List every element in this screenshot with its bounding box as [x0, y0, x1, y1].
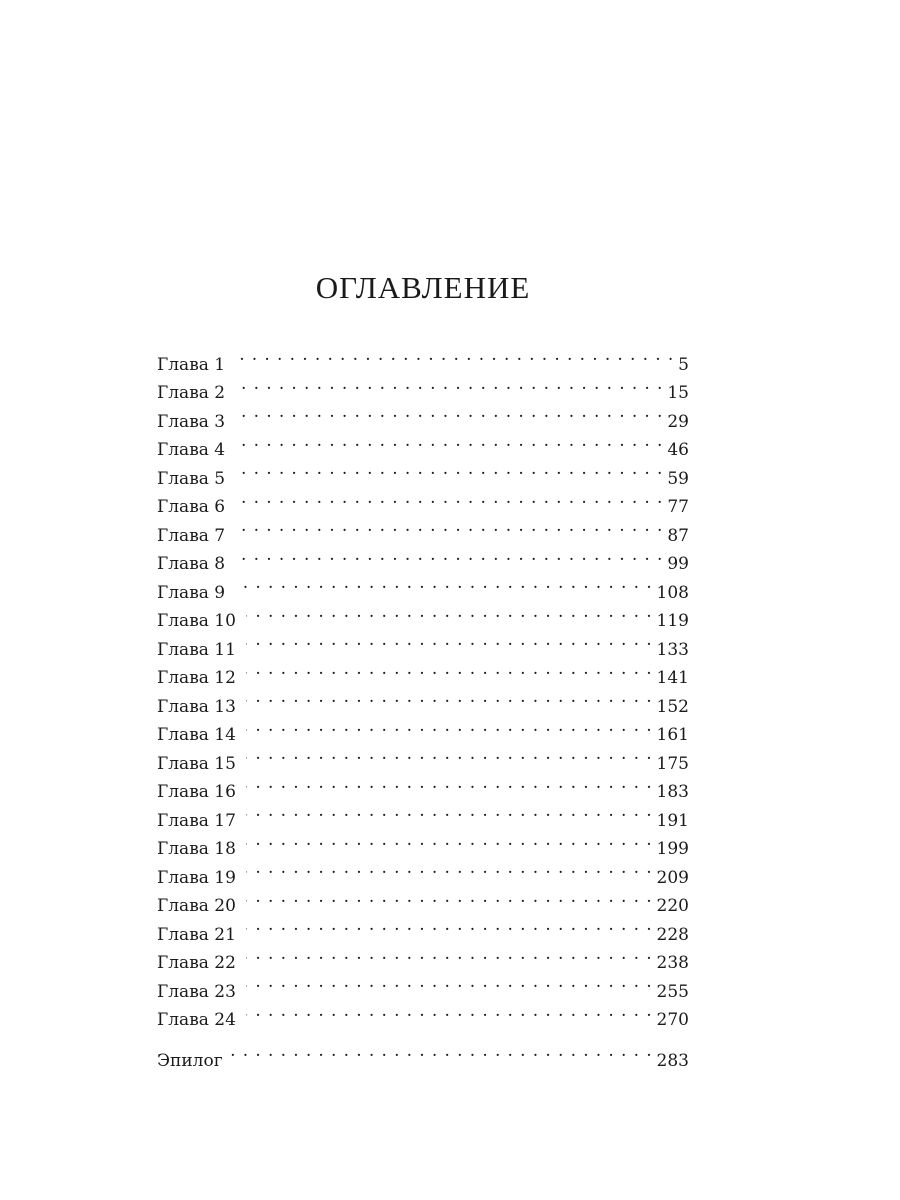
toc-entry-page: 5	[678, 354, 689, 375]
toc-entry-label: Глава 15	[157, 753, 236, 774]
toc-leader-dots	[246, 997, 653, 1026]
toc-entry-page: 29	[667, 411, 689, 432]
toc-leader-dots	[246, 968, 653, 997]
toc-leader-dots	[246, 854, 653, 883]
toc-entry-label: Глава 21	[157, 924, 236, 945]
toc-entry-label: Глава 3	[157, 411, 226, 432]
toc-entry-page: 270	[656, 1010, 689, 1030]
toc-entry-page: 152	[656, 696, 689, 717]
toc-entry-page: 133	[656, 639, 689, 660]
toc-entry	[157, 512, 689, 546]
toc-entry-page: 108	[656, 582, 689, 603]
toc-entry-label: Глава 22	[157, 953, 236, 973]
toc-entry	[157, 484, 689, 517]
toc-entry-label: Глава 11	[157, 639, 236, 660]
toc-leader-dots	[246, 826, 653, 855]
toc-leader-dots	[235, 455, 663, 484]
toc-leader-dots	[246, 712, 653, 741]
toc-entry-page: 191	[656, 810, 689, 831]
toc-leader-dots	[235, 541, 663, 570]
toc-entry-label: Глава 6	[157, 497, 226, 517]
toc-leader-dots	[246, 769, 653, 798]
toc-list	[157, 341, 689, 1071]
toc-entry-label: Глава 7	[157, 525, 226, 546]
toc-entry-label: Глава 19	[157, 867, 236, 888]
toc-leader-dots	[246, 683, 653, 712]
toc-entry-page: 238	[656, 953, 689, 973]
toc-entry-page: 99	[667, 554, 689, 574]
toc-entry-label: Глава 20	[157, 896, 236, 916]
toc-entry	[157, 569, 689, 603]
toc-entry-page: 255	[656, 981, 689, 1002]
toc-entry-page: 220	[656, 896, 689, 916]
toc-entry-page: 15	[667, 383, 689, 403]
toc-entry-page: 119	[656, 611, 689, 631]
toc-title: ОГЛАВЛЕНИЕ	[315, 270, 531, 305]
toc-entry-label: Глава 18	[157, 839, 236, 859]
toc-entry-label: Глава 4	[157, 440, 226, 460]
toc-entry-label: Глава 13	[157, 696, 236, 717]
toc-leader-dots	[235, 512, 663, 541]
toc-leader-dots	[246, 883, 653, 912]
toc-leader-dots	[246, 740, 653, 769]
toc-entry-page: 183	[656, 782, 689, 802]
toc-entry-label: Глава 2	[157, 383, 226, 403]
toc-entry	[157, 455, 689, 489]
toc-entry-page: 209	[656, 867, 689, 888]
toc-entry-page: 199	[656, 839, 689, 859]
toc-entry-page: 87	[667, 525, 689, 546]
toc-leader-dots	[235, 398, 663, 427]
toc-entry-page: 77	[667, 497, 689, 517]
toc-entry-label: Глава 1	[157, 354, 226, 375]
toc-entry-page: 175	[656, 753, 689, 774]
toc-entry-page: 59	[667, 468, 689, 489]
toc-entry-label: Глава 17	[157, 810, 236, 831]
toc-entry-page: 228	[656, 924, 689, 945]
toc-leader-dots	[246, 626, 653, 655]
toc-entry-label: Глава 12	[157, 668, 236, 688]
toc-leader-dots	[235, 370, 663, 399]
toc-leader-dots	[246, 911, 653, 940]
toc-entry-page: 141	[656, 668, 689, 688]
toc-leader-dots	[235, 569, 652, 598]
toc-entry-label: Глава 5	[157, 468, 226, 489]
toc-leader-dots	[246, 655, 653, 684]
toc-entry	[157, 341, 689, 375]
toc-leader-dots	[246, 797, 653, 826]
toc-entry-label: Глава 14	[157, 725, 236, 745]
toc-leader-dots	[235, 484, 663, 513]
toc-entry-label: Эпилог	[157, 1050, 223, 1071]
toc-leader-dots	[235, 341, 674, 370]
toc-entry-label: Глава 10	[157, 611, 236, 631]
toc-entry-epilogue	[157, 1037, 689, 1071]
toc-entry-page: 161	[656, 725, 689, 745]
toc-entry	[157, 598, 689, 631]
toc-entry	[157, 370, 689, 403]
toc-entry	[157, 398, 689, 432]
toc-leader-dots	[235, 427, 663, 456]
toc-entry-label: Глава 23	[157, 981, 236, 1002]
toc-entry	[157, 427, 689, 460]
toc-leader-dots	[246, 940, 653, 969]
toc-entry-page: 46	[667, 440, 689, 460]
toc-entry-label: Глава 24	[157, 1010, 236, 1030]
toc-leader-dots	[246, 598, 653, 627]
toc-entry-label: Глава 16	[157, 782, 236, 802]
toc-leader-dots	[223, 1037, 653, 1066]
toc-entry-label: Глава 9	[157, 582, 226, 603]
toc-entry-page: 283	[656, 1050, 689, 1071]
toc-entry	[157, 541, 689, 574]
toc-entry-label: Глава 8	[157, 554, 226, 574]
